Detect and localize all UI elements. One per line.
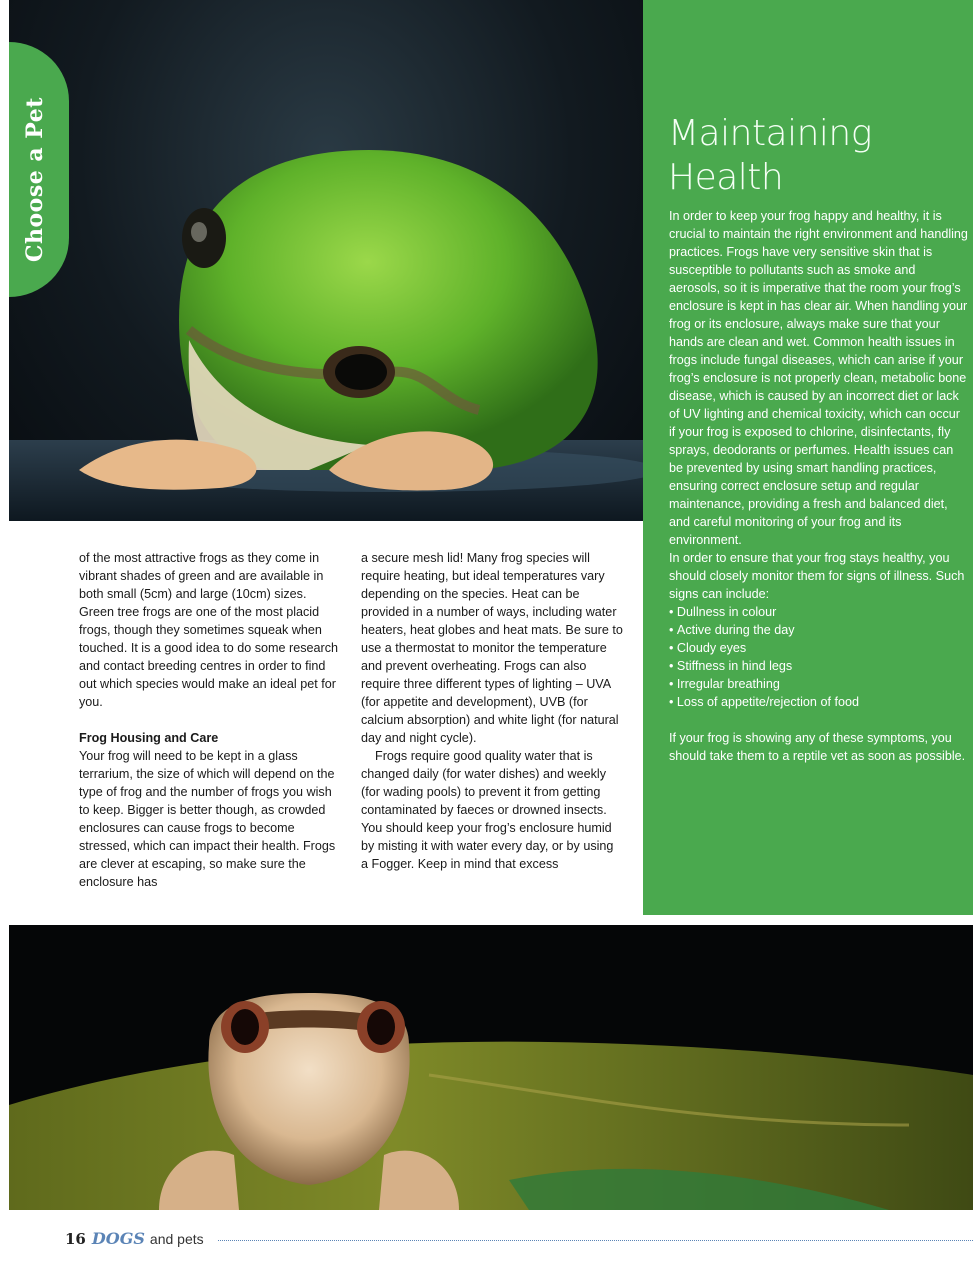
magazine-name-suffix: and pets — [149, 1231, 204, 1247]
list-item: • Irregular breathing — [669, 675, 969, 693]
magazine-name: DOGS — [91, 1229, 145, 1248]
list-item: • Active during the day — [669, 621, 969, 639]
footer-dotted-rule — [218, 1239, 973, 1241]
sidebar-body — [669, 207, 969, 765]
green-tree-frog-photo — [9, 0, 643, 521]
article-subheading: Frog Housing and Care — [79, 731, 219, 745]
list-item: • Loss of appetite/rejection of food — [669, 693, 969, 711]
page-number: 16 — [65, 1230, 86, 1248]
list-item: • Dullness in colour — [669, 603, 969, 621]
section-tab-label: Choose a Pet — [22, 97, 48, 262]
list-item: • Cloudy eyes — [669, 639, 969, 657]
article-paragraph: Frogs require good quality water that is changed daily (for water dishes) and weekly (for wading pools) to prevent it from getting contaminated by faeces or drowned insects. You should keep your frog’s enclosure humid by misting it with water every day, or by using a Fogger. Keep in mind that excess — [361, 749, 614, 871]
maintaining-health-sidebar — [643, 0, 973, 915]
article-column-1 — [79, 549, 341, 891]
brown-frog-photo — [9, 925, 973, 1210]
sidebar-closing: If your frog is showing any of these symptoms, you should take them to a reptile vet as soon as possible. — [669, 731, 966, 763]
article-paragraph: a secure mesh lid! Many frog species will require heating, but ideal temperatures vary depending on the species. Heat can be provided in a number of ways, including water heaters, heat globes and heat mats. Be sure to use a thermostat to monitor the temperature and prevent overheating. Frogs can also require three different types of lighting – UVA (for appetite and development), UVB (for calcium absorption) and white light (for natural day and night cycle). — [361, 551, 623, 745]
article-paragraph: of the most attractive frogs as they come in vibrant shades of green and are available in both small (5cm) and large (10cm) sizes. Green tree frogs are one of the most placid frogs, though they sometimes squeak when touched. It is a good idea to do some research and contact breeding centres in order to find out which species would make an ideal pet for you. — [79, 551, 339, 709]
article-column-2 — [361, 549, 623, 873]
brown-frog-illustration — [9, 925, 973, 1210]
illness-signs-list — [669, 603, 969, 711]
sidebar-paragraph-1: In order to keep your frog happy and healthy, it is crucial to maintain the right environment and handling practices. Frogs have very sensitive skin that is susceptible to pollutants such as smoke and aerosols, so it is imperative that the room your frog’s enclosure is kept in has clear air. When handling your frog or its enclosure, always make sure that your hands are clean and wet. Common health issues in frogs include fungal diseases, which can arise if your frog’s enclosure is not properly clean, metabolic bone disease, which is caused by an incorrect diet or lack of UV lighting and chemical toxicity, which can occur if your frog is exposed to chlorine, disinfectants, fly sprays, deodorants or perfumes. Health issues can be prevented by using smart handling practices, ensuring correct enclosure setup and regular maintenance, providing a fresh and balanced diet, and careful monitoring of your frog and its environment. — [669, 209, 968, 547]
list-item: • Stiffness in hind legs — [669, 657, 969, 675]
page-footer — [65, 1229, 973, 1251]
article-paragraph: Your frog will need to be kept in a glass terrarium, the size of which will depend on the type of frog and the number of frogs you wish to keep. Bigger is better though, as crowded enclosures can cause frogs to become stressed, which can impact their health. Frogs are clever at escaping, so make sure the enclosure has — [79, 749, 336, 889]
sidebar-title: Maintaining Health — [668, 113, 872, 198]
sidebar-paragraph-2: In order to ensure that your frog stays healthy, you should closely monitor them for signs of illness. Such signs can include: — [669, 551, 965, 601]
green-tree-frog-illustration — [9, 0, 643, 521]
